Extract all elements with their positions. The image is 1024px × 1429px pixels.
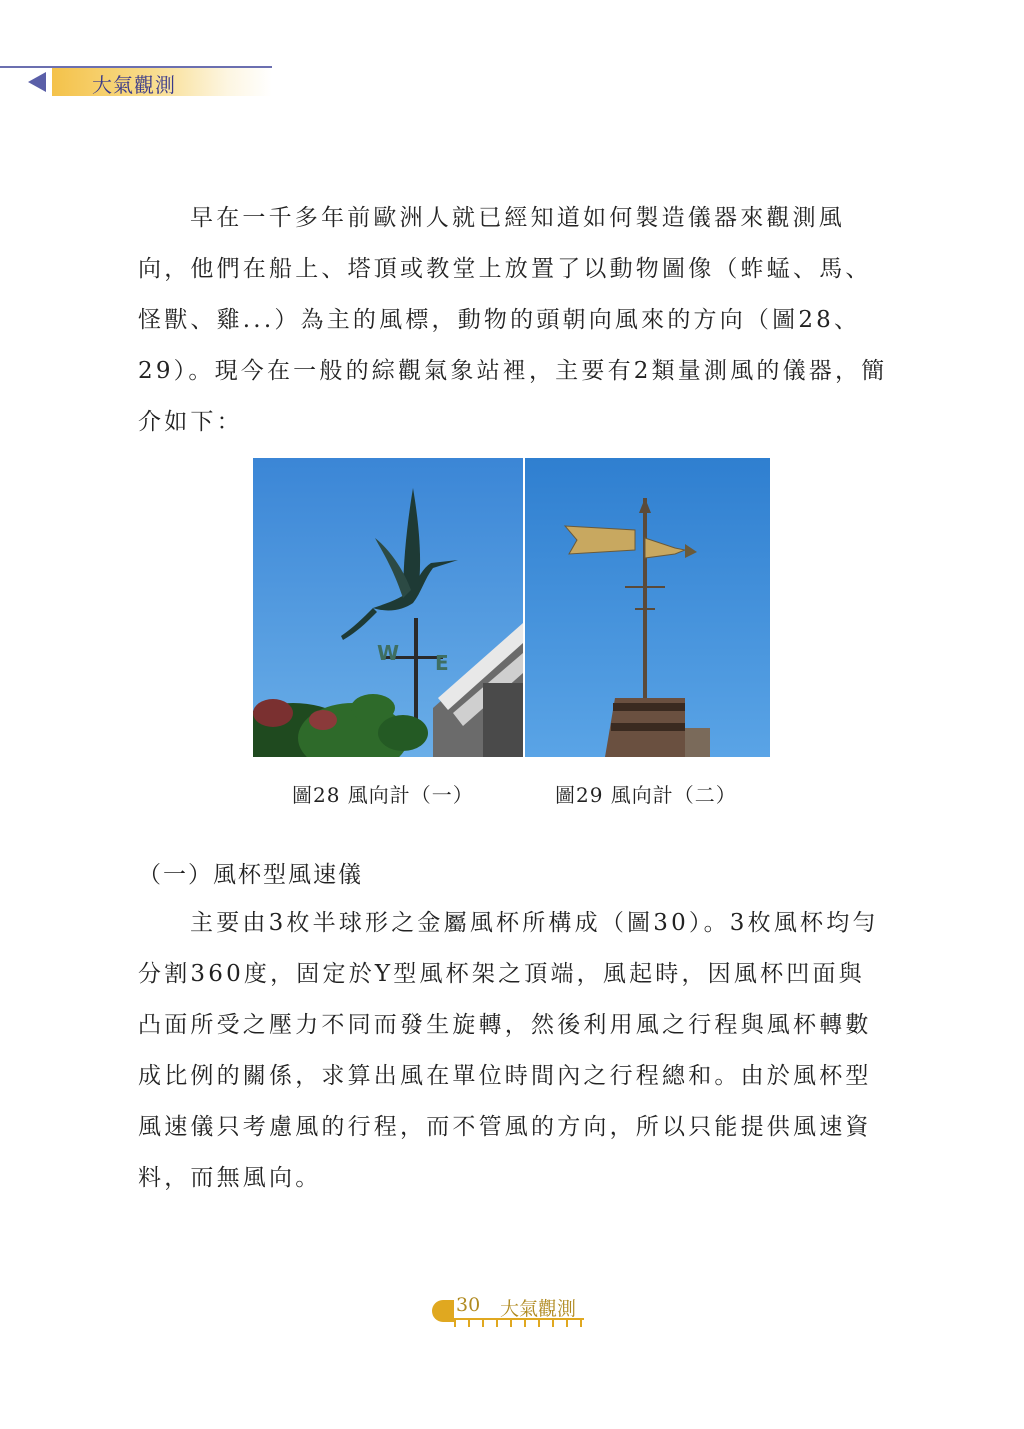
paragraph-line: 早在一千多年前歐洲人就已經知道如何製造儀器來觀測風 xyxy=(190,205,845,231)
figure-28-photo xyxy=(253,458,523,757)
back-arrow-icon xyxy=(28,72,46,92)
paragraph-line: 怪獸、雞...）為主的風標，動物的頭朝向風來的方向（圖28、 xyxy=(138,307,861,333)
page-number: 30 xyxy=(456,1294,481,1316)
figure-28-caption: 圖28 風向計（一） xyxy=(292,783,474,807)
paragraph-line: 料，而無風向。 xyxy=(138,1165,322,1191)
intro-paragraph xyxy=(138,193,888,448)
figure-photos xyxy=(253,458,770,757)
section-heading: （一）風杯型風速儀 xyxy=(138,862,363,888)
section-paragraph xyxy=(138,898,888,1204)
figure-29-photo xyxy=(525,458,770,757)
page-footer xyxy=(432,1290,582,1334)
paragraph-line: 分割360度，固定於Y型風杯架之頂端，風起時，因風杯凹面與 xyxy=(138,961,865,987)
paragraph-line: 成比例的關係，求算出風在單位時間內之行程總和。由於風杯型 xyxy=(138,1063,872,1089)
vane-letter-w: W xyxy=(377,641,400,665)
running-header xyxy=(0,66,272,96)
paragraph-line: 主要由3枚半球形之金屬風杯所構成（圖30）。3枚風杯均勻 xyxy=(190,910,879,936)
paragraph-line: 29）。現今在一般的綜觀氣象站裡，主要有2類量測風的儀器，簡 xyxy=(138,358,888,384)
paragraph-line: 向，他們在船上、塔頂或教堂上放置了以動物圖像（蚱蜢、馬、 xyxy=(138,256,872,282)
paragraph-line: 介如下： xyxy=(138,409,243,435)
paragraph-line: 風速儀只考慮風的行程，而不管風的方向，所以只能提供風速資 xyxy=(138,1114,872,1140)
footer-ruler xyxy=(454,1318,584,1330)
figure-29-caption: 圖29 風向計（二） xyxy=(555,783,737,807)
header-title: 大氣觀測 xyxy=(92,73,176,97)
footer-title: 大氣觀測 xyxy=(500,1298,577,1320)
paragraph-line: 凸面所受之壓力不同而發生旋轉，然後利用風之行程與風杯轉數 xyxy=(138,1012,872,1038)
vane-letter-e: E xyxy=(435,651,449,675)
footer-semicircle-icon xyxy=(432,1300,454,1322)
